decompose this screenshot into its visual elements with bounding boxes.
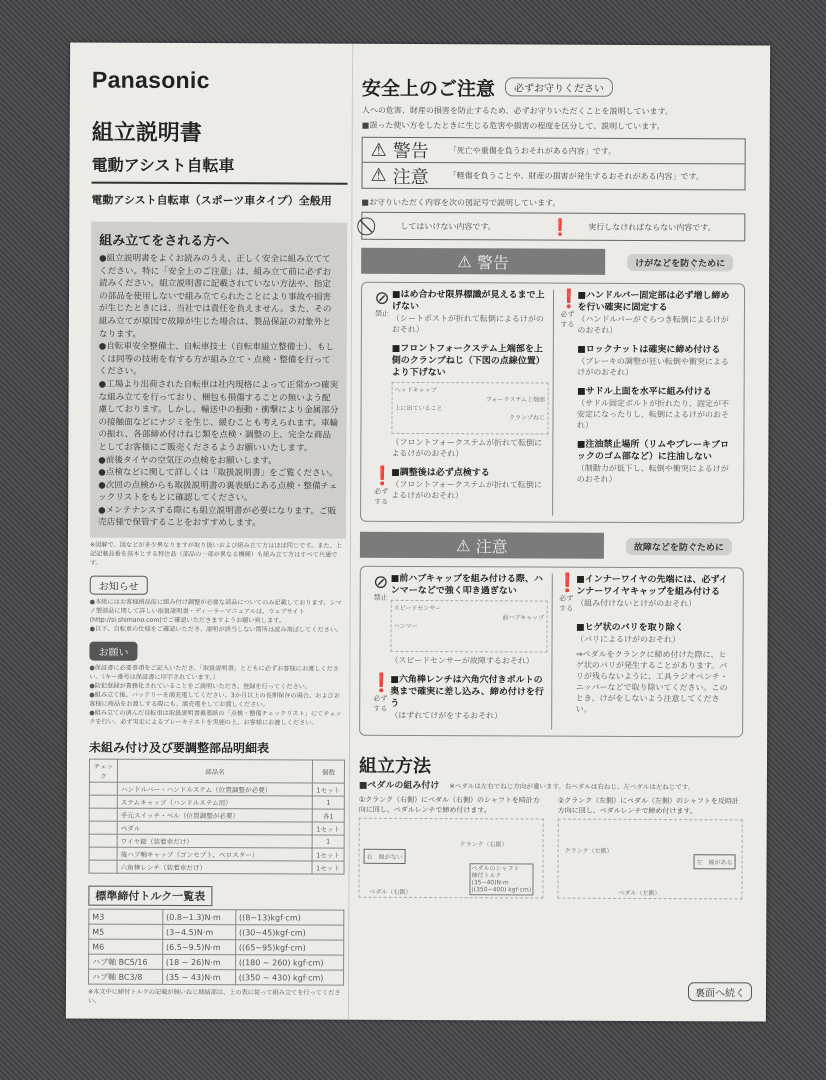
bullet-item <box>98 467 338 481</box>
check-cell[interactable] <box>89 860 117 873</box>
table-cell: ステムキャップ（ハンドルステム用） <box>117 795 312 809</box>
table-cell: ((30~45)kgf·cm) <box>235 925 343 940</box>
check-cell[interactable] <box>89 808 117 821</box>
table-cell: (0.8~1.3)N·m <box>163 909 236 924</box>
assembly-title: 組立方法 <box>358 755 432 778</box>
table-cell: (6.5~9.5)N·m <box>162 939 235 954</box>
parts-table <box>89 759 345 875</box>
must-icon-block <box>556 572 579 614</box>
request-bullets <box>89 664 345 728</box>
table-row <box>89 860 344 874</box>
item-title: ■ロックナットは確実に締め付ける <box>577 344 721 356</box>
pedal-step-right: ①クランク（右側）にペダル（右側）のシャフトを時計方向に回し、ペダルレンチで締め付けます。 右 線がない クランク（右側） ペダル（右側） ペダルのシャフト 締付トルク (35~40)N·m ((350~400) kgf·cm) <box>358 795 543 902</box>
column-header: 個数 <box>312 760 344 783</box>
item-title: ■ヒゲ状のバリを取り除く <box>576 622 684 634</box>
bullet-text: 本紙にはお客様納品前に組み付け調整が必要な部品についてのみ記載しております。シマノ製部品に関して詳しい取扱説明書・ディーラーマニュアルは、ウェブサイト(http://si.shimano.com)でご確認いただきますようお願い致します。 <box>89 598 343 625</box>
safety-item <box>371 343 548 460</box>
caution-band: ⚠ 注意 故障などを防ぐために <box>360 532 744 560</box>
item-title: ■はめ合わせ限界標識が見えるまで上げない <box>391 289 545 313</box>
request-label: お願い <box>89 642 137 661</box>
check-cell[interactable] <box>89 821 117 834</box>
assembler-title: 組み立てをされる方へ <box>99 233 230 250</box>
fold-line <box>348 44 353 1020</box>
assembler-box <box>90 222 347 539</box>
must-do-icon: ❗ <box>370 672 393 694</box>
figure-label: 前ハブキャップ <box>502 614 545 622</box>
must-label: 必ずする <box>374 487 389 506</box>
table-row <box>89 924 344 940</box>
bullet-text: 保証書に必要事項をご記入いただき、「取扱説明書」とともに必ずお客様にお渡しください。（キー番号は保証書に印字されています。） <box>89 664 339 682</box>
item-note: （サドル固定ボルトが折れたり、固定が不安定になったりし、転倒によるけがのおそれ） <box>576 398 730 430</box>
table-cell: ワイヤ錠（装着車だけ） <box>117 834 312 848</box>
table-cell: 1 <box>312 796 344 809</box>
warning-box <box>360 282 745 524</box>
right-column <box>358 74 746 903</box>
must-label: 必ずする <box>373 694 388 713</box>
table-cell: 手元スイッチ・ベル（位置調整が必要） <box>117 808 312 822</box>
item-note: （ブレーキの調整が狂い転倒や衝突によるけがのおそれ） <box>577 356 729 377</box>
check-cell[interactable] <box>89 782 117 795</box>
item-title: ■ハンドルバー固定部は必ず増し締めを行い確実に固定する <box>577 290 730 314</box>
pedal-step-left: ②クランク（左側）にペダル（左側）のシャフトを反時計方向に回し、ペダルレンチで締め付けます。 左 線がある クランク（左側） ペダル（左側） <box>557 796 742 903</box>
table-row <box>89 954 344 970</box>
check-cell[interactable] <box>89 795 117 808</box>
bullet-icon: ● <box>89 709 95 717</box>
prohibit-icon-block <box>372 289 392 335</box>
illustration <box>390 600 547 653</box>
safety-item <box>557 344 734 379</box>
table-row <box>89 795 344 809</box>
torque-note: ※本文中に締付トルクの記載が無いねじ締結部は、上の表に従って組み立てを行ってください。 <box>87 988 341 1005</box>
figure-label: クランプねじ <box>508 414 546 422</box>
manual-sheet <box>66 42 770 1021</box>
column-header: 部品名 <box>117 759 312 783</box>
bullet-text: 点検などに関して詳しくは「取扱説明書」をご覧ください。 <box>105 467 338 479</box>
table-row <box>89 847 344 861</box>
spacer <box>557 439 577 485</box>
continue-label: 裏面へ続く <box>688 982 752 1001</box>
bullet-item <box>90 625 346 635</box>
bullet-item <box>89 691 345 710</box>
table-row <box>89 782 344 796</box>
item-title: ■前ハブキャップを組み付ける際、ハンマーなどで強く叩き過ぎない <box>390 573 543 597</box>
bullet-text: 組み立て後、バッテリーを満充電してください。3か月以上の長期保存の場合、およびお客様に商品をお渡しする際にも、満充電をしてお渡しください。 <box>89 691 340 709</box>
level-caution: ⚠ 注意 「軽傷を負うことや、財産の損害が発生するおそれがある内容」です。 <box>361 163 745 191</box>
bullet-icon: ● <box>89 664 95 672</box>
safety-item <box>557 386 734 432</box>
must-do-icon: ❗ <box>550 217 571 237</box>
table-row <box>89 969 344 985</box>
brand-logo: Panasonic <box>91 66 210 94</box>
safety-intro-3: ■お守りいただく内容を次の図記号で説明しています。 <box>361 197 561 208</box>
item-title: ■調整後は必ず点検する <box>391 467 490 479</box>
bullet-icon: ● <box>89 691 95 699</box>
item-title: ■サドル上面を水平に組み付ける <box>577 386 712 398</box>
must-label: 必ずする <box>559 594 574 613</box>
torque-table-title: 標準締付トルク一覧表 <box>88 886 212 907</box>
bullet-text: 組み立ての済んだ自転車は取扱説明書裏表紙の「点検・整備チェックリスト」にてチェックを行い、必ず実走によるブレーキテストを実施の上、お客様にお渡しください。 <box>89 709 342 727</box>
bullet-text: 前後タイヤの空気圧の点検をお願いします。 <box>105 455 277 466</box>
bullet-item <box>89 709 345 728</box>
prohibit-label: 禁止 <box>374 309 389 318</box>
spacer <box>371 343 392 459</box>
parts-table-title: 未組み付け及び要調整部品明細表 <box>89 740 270 756</box>
item-note: （フロントフォークステムが折れて転倒によるけがのおそれ） <box>391 479 542 501</box>
check-cell[interactable] <box>89 834 117 847</box>
safety-badge: 必ずお守りください <box>505 77 613 96</box>
figure-label: フォークステム上端部 <box>485 396 546 404</box>
must-do-icon: ❗ <box>557 288 580 310</box>
symbol-legend: ⃠ してはいけない内容です。 ❗ 実行しなければならない内容です。 <box>361 212 745 242</box>
bullet-text: メンテナンスする際にも組立説明書が必要になります。ご販売店様で保管することをおすすめします。 <box>98 505 337 529</box>
bullet-icon: ● <box>98 480 106 491</box>
illustration <box>391 382 548 435</box>
safety-item <box>557 439 734 486</box>
table-cell: (35 ~ 43)N·m <box>162 969 235 984</box>
bullet-icon: ● <box>89 682 95 690</box>
item-note: （フロントフォークステムが折れて転倒によるけがのおそれ） <box>391 437 543 459</box>
spacer <box>556 622 576 715</box>
table-cell: ハブ軸 BC5/16 <box>89 954 163 969</box>
item-title: ■六角棒レンチは六角穴付きボルトの奥まで確実に差し込み、締め付けを行う <box>390 674 544 709</box>
bullet-icon: ● <box>89 625 95 633</box>
level-warning: ⚠ 警告 「死亡や重傷を負うおそれがある内容」です。 <box>362 137 746 165</box>
safety-title: 安全上のご注意 <box>361 77 495 101</box>
check-cell[interactable] <box>89 847 117 860</box>
item-extra: ⇒ペダルをクランクに締め付けた際に、ヒゲ状のバリが発生することがあります。バリが残らないように、工具ラジオペンチ・ニッパーなどで取り除いてください。このとき、けがをしないよう注意してください。 <box>575 649 728 714</box>
item-note: （制動力が低下し、転倒や衝突によるけがのおそれ） <box>576 463 729 484</box>
safety-item <box>371 467 548 508</box>
must-do-icon: ❗ <box>556 572 579 594</box>
safety-item <box>557 290 734 337</box>
safety-item <box>370 573 547 667</box>
table-cell: 後ハブ軸キャップ（ゴンセプト、ベロスター） <box>117 847 312 861</box>
item-note: （シートポストが折れて転倒によるけがのおそれ） <box>391 313 544 335</box>
table-row <box>89 909 344 925</box>
table-cell: 各1 <box>312 809 344 822</box>
level-legend <box>361 137 745 191</box>
table-row <box>89 939 344 955</box>
bullet-icon: ● <box>98 467 106 478</box>
spacer <box>557 344 577 378</box>
safety-intro-1: 人への危害、財産の損害を防止するため、必ずお守りいただくことを説明しています。 <box>361 105 673 117</box>
figure-label: ヘッドキャップ <box>394 386 437 395</box>
bullet-icon: ● <box>99 253 107 264</box>
column-header: チェック <box>89 759 117 782</box>
bullet-item <box>99 253 339 342</box>
bullet-icon: ● <box>89 598 96 606</box>
table-cell: 1 <box>312 835 344 848</box>
document-title: 組立説明書 <box>91 120 202 147</box>
item-note: （バリによるけがのおそれ） <box>576 634 681 645</box>
table-cell: 1セット <box>312 848 344 861</box>
table-cell: ((8~13)kgf·cm) <box>236 910 344 925</box>
warning-tag: けがなどを防ぐために <box>627 253 733 270</box>
prohibit-icon: ⊘ <box>374 287 390 309</box>
table-cell: 六角棒レンチ（装着車だけ） <box>117 860 312 874</box>
table-cell: M3 <box>89 909 163 924</box>
table-cell: 1セット <box>312 861 344 874</box>
pedal-torque-box: ペダルのシャフト 締付トルク (35~40)N·m ((350~400) kgf·cm) <box>469 863 533 895</box>
table-row <box>89 808 344 822</box>
table-cell: (3~4.5)N·m <box>163 924 236 939</box>
must-icon-block <box>371 465 394 507</box>
table-row <box>89 834 344 848</box>
spacer <box>557 386 577 431</box>
table-cell: (18 ~ 26)N·m <box>162 954 235 969</box>
model-note: ※図解で、図などが多少異なりますが取り扱いおよび組み立て方はほぼ同じです。また、上記記載品番を基本とする特注品（部品の一部が異なる機種）も組み立て方はすべて共通です。 <box>89 541 343 567</box>
document-subtitle: 電動アシスト自転車 <box>92 153 348 185</box>
bullet-text: 防犯登録が貴務化されていることをご説明いただき、登録を行ってください。 <box>94 682 312 691</box>
bullet-icon: ● <box>98 505 106 516</box>
warning-triangle-icon: ⚠ <box>456 535 476 555</box>
safety-intro-2: ■誤った使い方をしたときに生じる危害や損害の程度を区分して、説明しています。 <box>361 120 665 132</box>
bullet-icon: ● <box>98 379 107 390</box>
item-title: ■注油禁止場所（リムやブレーキブロックのゴム部など）に注油しない <box>576 439 730 463</box>
bullet-text: 工場より出荷された自転車は社内規格によって正常かつ確実な組み立てを行っており、梱包も損傷することの無いよう配慮しております。しかし、輸送中の振動・衝撃により金属部分の接触面などにナジミを生じ、緩むことも考えられます。車輪の振れ、各部締め付けねじ類を点検・調整の上、完全な商品としてお客様にご販売くださるようお願いいたします。 <box>98 379 339 454</box>
bullet-item <box>99 341 339 380</box>
notice-label: お知らせ <box>90 576 148 595</box>
prohibit-icon-block <box>370 573 390 666</box>
pedal-left-figure: 左 線がある クランク（左側） ペダル（左側） <box>557 819 742 900</box>
item-title: ■インナーワイヤの先端には、必ずインナーワイヤキャップを組み付ける <box>576 574 728 598</box>
table-cell: ハンドルバー・ハンドルステム（位置調整が必要） <box>117 782 312 796</box>
bullet-text: 組立説明書をよくお読みのうえ、正しく安全に組み立ててください。特に「安全上のご注意」は、組み立て前に必ずお読みください。組立説明書に記載されていない方法や、指定の部品を使用しないで組み立てられたことにより事故や損害が生じたときには、当社では責任を負えません。また、その組み立てが原因で故障が生じた場合は、製品保証の対象外となります。 <box>98 253 332 340</box>
pedal-note: ※ペダルは左右でねじ方向が違います。右ペダルは右ねじ、左ペダルは左ねじです。 <box>449 782 695 792</box>
table-cell: 1セット <box>312 822 344 835</box>
bullet-text: 自転車安全整備士、自転車技士（自転車組立整備士）、もしくは同等の技術を有する方が組み立て・点検・整備を行ってください。 <box>98 341 335 378</box>
warning-triangle-icon: ⚠ <box>457 251 477 271</box>
figure-label: 上に出ていること <box>394 404 443 413</box>
bullet-item <box>90 598 346 626</box>
bullet-item <box>89 664 345 683</box>
applies-to: 電動アシスト自転車（スポーツ車タイプ）全般用 <box>91 193 332 208</box>
bullet-text: 以下、自転車の仕様をご確認いただき、説明が該当しない箇所は読み飛ばしてください。 <box>94 625 343 634</box>
item-note: （スピードセンサーが故障するおそれ） <box>390 655 534 666</box>
must-do-icon: ❗ <box>371 465 394 487</box>
caution-box <box>359 566 744 738</box>
item-note: （組み付けないとけがのおそれ） <box>576 598 697 609</box>
pedal-title: ■ペダルの組み付け <box>358 780 440 792</box>
assembler-bullets <box>98 253 339 531</box>
bullet-icon: ● <box>98 455 106 466</box>
safety-item <box>556 574 733 615</box>
pedal-steps <box>358 795 742 903</box>
table-cell: ((65~95)kgf·cm) <box>235 940 343 955</box>
safety-item <box>370 674 547 722</box>
bullet-item <box>98 479 338 505</box>
table-cell: M6 <box>89 939 163 954</box>
prohibit-icon: ⊘ <box>373 571 389 593</box>
bullet-item <box>98 379 338 456</box>
bullet-item <box>98 504 338 530</box>
table-header-row <box>89 759 344 783</box>
pedal-right-figure: 右 線がない クランク（右側） ペダル（右側） ペダルのシャフト 締付トルク (35~40)N·m ((350~400) kgf·cm) <box>358 818 543 899</box>
warning-triangle-icon: ⚠ <box>370 139 387 161</box>
bullet-text: 次回の点検からも取扱説明書の裏表紙にある点検・整備チェックリストをもとに確認してください。 <box>98 480 338 504</box>
figure-label: ハンマー <box>393 622 418 630</box>
safety-item <box>556 622 733 716</box>
must-icon-block <box>557 288 580 336</box>
warning-triangle-icon: ⚠ <box>370 164 387 186</box>
item-note: （はずれてけがをするおそれ） <box>390 710 503 721</box>
left-column <box>88 67 348 1007</box>
caution-tag: 故障などを防ぐために <box>626 537 732 554</box>
table-cell: M5 <box>89 924 163 939</box>
table-cell: ((180 ~ 260) kgf·cm) <box>235 955 343 970</box>
table-cell: ((350 ~ 430) kgf·cm) <box>235 970 343 985</box>
table-cell: ハブ軸 BC3/8 <box>89 969 163 984</box>
must-label: 必ずする <box>560 310 575 329</box>
warning-band: ⚠ 警告 けがなどを防ぐために <box>361 248 745 276</box>
bullet-icon: ● <box>98 341 107 352</box>
prohibit-label: 禁止 <box>373 593 388 602</box>
bullet-item <box>98 454 338 468</box>
table-row <box>89 821 344 835</box>
safety-item <box>372 289 549 336</box>
notice-bullets <box>90 598 346 635</box>
item-note: （ハンドルバーがぐらつき転倒によるけがのおそれ） <box>577 314 729 335</box>
torque-table <box>88 909 344 986</box>
table-cell: 1セット <box>312 783 344 796</box>
figure-label: スピードセンサー <box>393 604 442 613</box>
must-icon-block <box>370 672 393 721</box>
item-title: ■フロントフォークステム上端部を上側のクランプねじ（下図の点線位置）より下げない <box>391 343 545 379</box>
table-cell: ペダル <box>117 821 312 835</box>
